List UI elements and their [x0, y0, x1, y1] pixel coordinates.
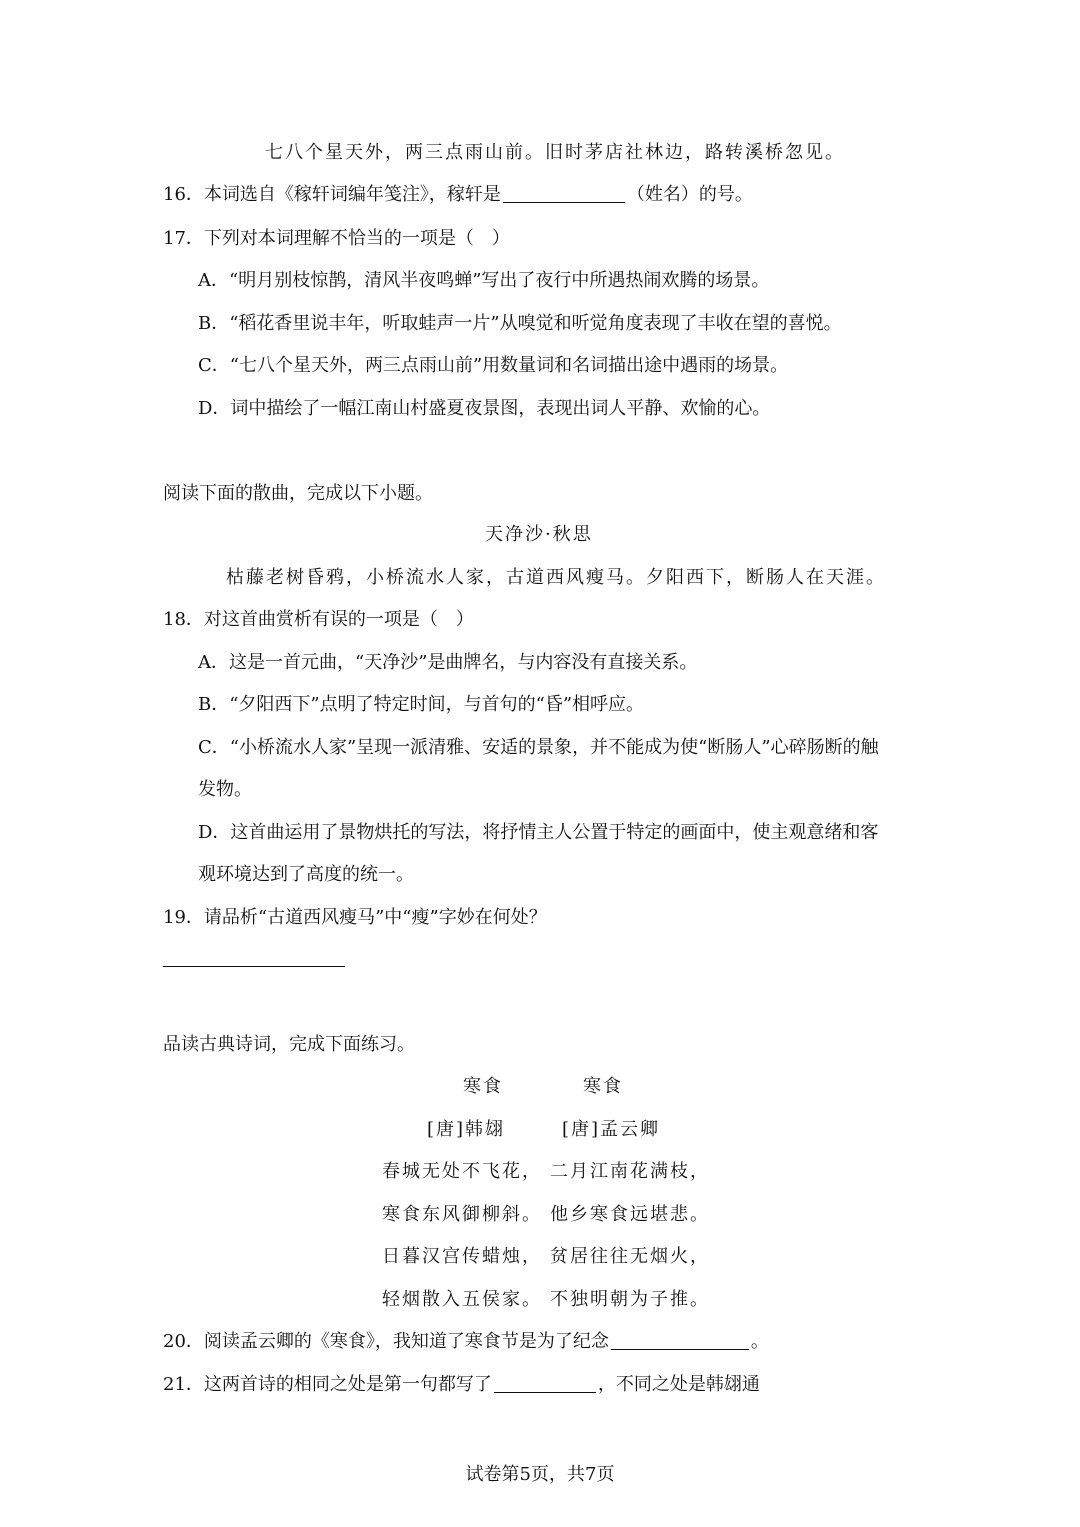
question-16: [163, 182, 753, 208]
question-17-option-a: A．“明月别枝惊鹊，清风半夜鸣蝉”写出了夜行中所遇热闹欢腾的场景。: [198, 270, 770, 291]
poem2-title: 寒食: [583, 1076, 623, 1097]
question-20-text: 20．阅读孟云卿的《寒食》，我知道了寒食节是为了纪念: [163, 1331, 609, 1352]
question-17-stem: 17．下列对本词理解不恰当的一项是（ ）: [163, 228, 510, 249]
poem1-line: 寒食东风御柳斜。: [382, 1204, 542, 1225]
question-16-text-end: （姓名）的号。: [626, 184, 753, 205]
question-18-option-c-cont: 发物。: [198, 779, 252, 800]
question-17-option-c: C．“七八个星天外，两三点雨山前”用数量词和名词描出途中遇雨的场景。: [198, 355, 789, 376]
poem1-line: 日暮汉宫传蜡烛，: [382, 1246, 542, 1267]
poem2-line: 他乡寒食远堪悲。: [550, 1204, 710, 1225]
question-17-option-d: D．词中描绘了一幅江南山村盛夏夜景图，表现出词人平静、欢愉的心。: [198, 398, 771, 419]
question-18-option-c: C．“小桥流水人家”呈现一派清雅、安适的景象，并不能成为使“断肠人”心碎肠断的触: [198, 737, 879, 758]
poem2-line: 不独明朝为子推。: [550, 1289, 710, 1310]
question-18-stem: 18．对这首曲赏析有误的一项是（ ）: [163, 609, 474, 630]
section-intro: 阅读下面的散曲，完成以下小题。: [163, 483, 433, 504]
poem-text: 枯藤老树昏鸦，小桥流水人家，古道西风瘦马。夕阳西下，断肠人在天涯。: [226, 567, 886, 588]
page-footer: 试卷第5页，共7页: [465, 1464, 615, 1485]
question-21: [163, 1372, 760, 1398]
poem-title: 天净沙·秋思: [485, 524, 593, 545]
poem1-line: 春城无处不飞花，: [382, 1161, 542, 1182]
question-18-option-a: A．这是一首元曲，“天净沙”是曲牌名，与内容没有直接关系。: [198, 652, 698, 673]
poem2-line: 贫居往往无烟火，: [550, 1246, 710, 1267]
question-18-option-d: D．这首曲运用了景物烘托的写法，将抒情主人公置于特定的画面中，使主观意绪和客: [198, 822, 879, 843]
question-20-text-end: 。: [750, 1331, 769, 1352]
answer-blank[interactable]: [503, 184, 625, 203]
poem1-title: 寒食: [463, 1076, 503, 1097]
section-intro-2: 品读古典诗词，完成下面练习。: [163, 1034, 415, 1055]
question-20: [163, 1329, 769, 1355]
poem2-author: [唐]孟云卿: [562, 1119, 661, 1140]
question-16-text: 16．本词选自《稼轩词编年笺注》，稼轩是: [163, 184, 501, 205]
poem1-author: [唐]韩翃: [427, 1119, 506, 1140]
answer-line[interactable]: [163, 966, 345, 967]
poem2-line: 二月江南花满枝，: [550, 1161, 710, 1182]
question-21-text: 21．这两首诗的相同之处是第一句都写了: [163, 1374, 492, 1395]
poem1-line: 轻烟散入五侯家。: [382, 1289, 542, 1310]
question-19-stem: 19．请品析“古道西风瘦马”中“瘦”字妙在何处？: [163, 907, 547, 928]
poem-line: 七八个星天外，两三点雨山前。旧时茅店社林边，路转溪桥忽见。: [265, 142, 845, 163]
question-21-text-end: ，不同之处是韩翃通: [597, 1374, 760, 1395]
answer-blank[interactable]: [494, 1374, 596, 1393]
question-18-option-b: B．“夕阳西下”点明了特定时间，与首句的“昏”相呼应。: [198, 694, 645, 715]
question-17-option-b: B．“稻花香里说丰年，听取蛙声一片”从嗅觉和听觉角度表现了丰收在望的喜悦。: [198, 313, 842, 334]
answer-blank[interactable]: [611, 1331, 749, 1350]
question-18-option-d-cont: 观环境达到了高度的统一。: [198, 864, 414, 885]
